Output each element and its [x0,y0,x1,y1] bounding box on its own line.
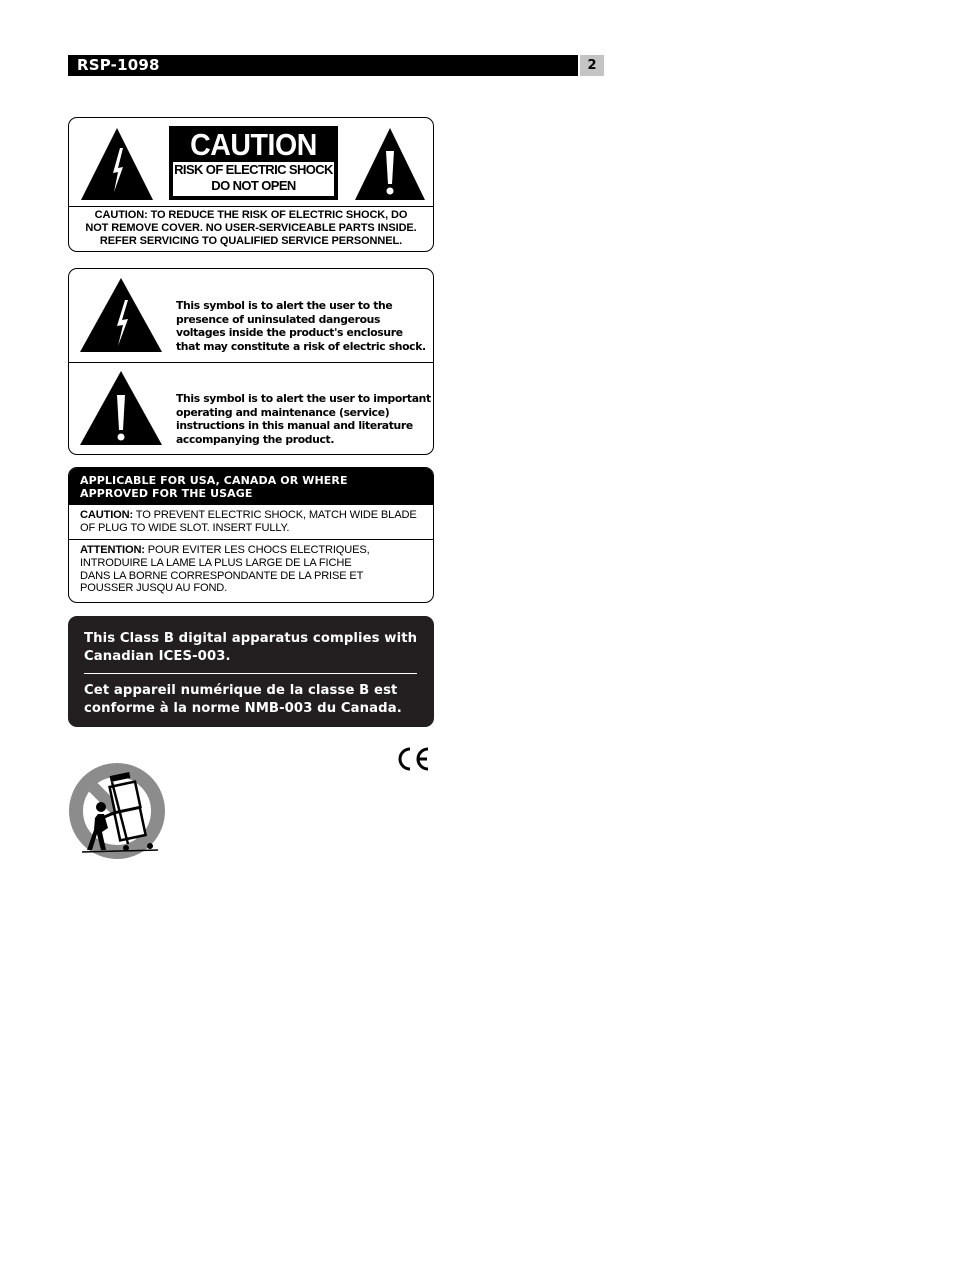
attention-line: INTRODUIRE LA LAME LA PLUS LARGE DE LA FICHE [80,556,352,569]
exclamation-triangle-icon [353,126,427,202]
model-name: RSP-1098 [77,56,160,74]
caution-warning-line: CAUTION: TO REDUCE THE RISK OF ELECTRIC SHOCK, DO [94,209,408,221]
ices-line: Cet appareil numérique de la classe B est [84,683,398,698]
ices-line: conforme à la norme NMB-003 du Canada. [84,700,402,716]
caution-text: TO PREVENT ELECTRIC SHOCK, MATCH WIDE BLADE [133,509,417,521]
attention-line: POUSSER JUSQU AU FOND. [80,582,228,595]
attention-line [80,544,430,557]
attention-line: DANS LA BORNE CORRESPONDANTE DE LA PRISE ET [80,569,364,582]
description-line: This symbol is to alert the user to the [176,299,393,312]
lightning-triangle-icon [79,126,155,202]
ices-line: Canadian ICES-003. [84,648,231,664]
exclamation-symbol-row [69,362,433,455]
plug-warning-heading [69,468,433,505]
description-line: operating and maintenance (service) [176,405,390,419]
attention-text: POUR EVITER LES CHOCS ELECTRIQUES, [144,544,370,556]
caution-keyword: CAUTION: [80,509,134,521]
lightning-triangle-icon [78,276,164,354]
caution-title: CAUTION [190,127,317,162]
plug-caution-french [80,544,430,595]
description-line: This symbol is to alert the user to important [176,392,431,405]
caution-subtitle-line1: RISK OF ELECTRIC SHOCK [174,162,333,177]
header-model-bar [68,55,578,76]
description-line: that may constitute a risk of electric shock. [176,339,426,353]
exclamation-triangle-icon [78,369,164,447]
caution-label-box [68,117,434,252]
plug-caution-english [80,509,430,535]
caution-sign [169,126,338,200]
page-number: 2 [580,55,604,76]
caution-label-top [69,118,433,207]
divider [69,539,433,540]
heading-line: APPLICABLE FOR USA, CANADA OR WHERE [80,474,348,487]
plug-warning-box [68,467,434,603]
caution-subtitle-line2: DO NOT OPEN [211,178,296,193]
ce-mark-icon [395,746,431,772]
description-line: accompanying the product. [176,432,335,446]
caution-line [80,509,430,522]
description-line: voltages inside the product's enclosure [176,326,403,340]
lightning-symbol-row [69,269,433,363]
divider [84,673,417,674]
caution-warning-text [69,209,433,249]
ices-line: This Class B digital apparatus complies with [84,631,418,646]
exclamation-symbol-description [176,392,431,446]
description-line: presence of uninsulated dangerous [176,312,381,326]
ices-compliance-box [68,616,434,727]
caution-warning-line: NOT REMOVE COVER. NO USER-SERVICEABLE PARTS INSIDE. [85,222,417,235]
lightning-symbol-description [176,299,431,353]
no-cart-warning-icon [68,762,166,860]
ices-english [84,630,418,665]
symbols-explanation-box [68,268,434,455]
attention-keyword: ATTENTION: [80,544,145,556]
ices-french [84,682,414,717]
description-line: instructions in this manual and literature [176,419,413,433]
caution-subtitle [173,162,334,196]
caution-warning-line: REFER SERVICING TO QUALIFIED SERVICE PERSONNEL. [99,235,403,248]
heading-line: APPROVED FOR THE USAGE [80,487,253,500]
caution-line: OF PLUG TO WIDE SLOT. INSERT FULLY. [80,521,290,534]
